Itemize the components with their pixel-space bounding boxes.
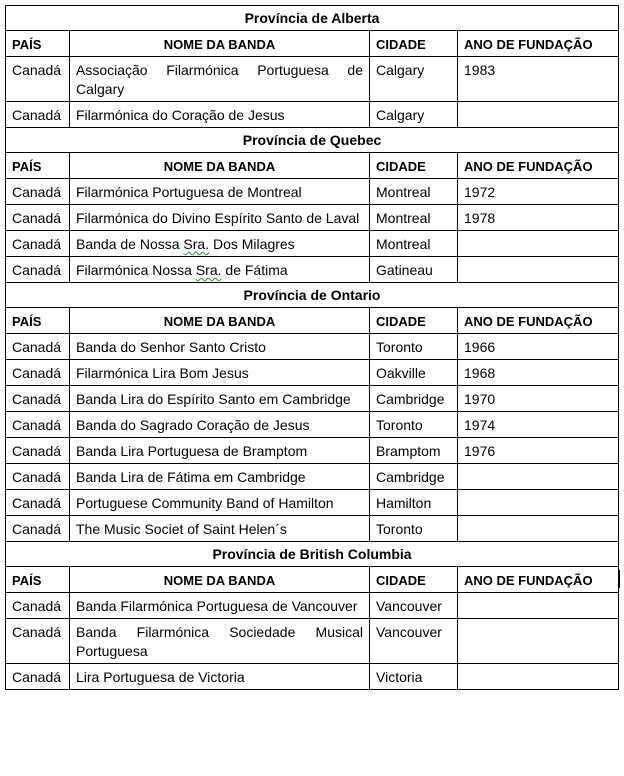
band-name-cell: Banda Filarmónica Sociedade Musical Portuguesa bbox=[70, 619, 370, 664]
column-header-row bbox=[6, 567, 619, 593]
city-cell: Toronto bbox=[370, 516, 458, 542]
header-band-name: NOME DA BANDA bbox=[70, 31, 370, 57]
header-city: CIDADE bbox=[370, 31, 458, 57]
band-name-cell: Filarmónica Portuguesa de Montreal bbox=[70, 179, 370, 205]
year-cell bbox=[458, 464, 619, 490]
bands-table-body bbox=[6, 6, 619, 690]
band-name-cell: Filarmónica Lira Bom Jesus bbox=[70, 360, 370, 386]
band-name-cell: Lira Portuguesa de Victoria bbox=[70, 664, 370, 690]
country-cell: Canadá bbox=[6, 619, 70, 664]
city-cell: Cambridge bbox=[370, 386, 458, 412]
province-title: Província de Ontario bbox=[6, 283, 619, 308]
spellcheck-underline: Sra. bbox=[183, 236, 210, 252]
table-row bbox=[6, 57, 619, 102]
city-cell: Hamilton bbox=[370, 490, 458, 516]
year-cell: 1966 bbox=[458, 334, 619, 360]
year-cell bbox=[458, 664, 619, 690]
header-band-name: NOME DA BANDA bbox=[70, 153, 370, 179]
band-name-cell: Portuguese Community Band of Hamilton bbox=[70, 490, 370, 516]
table-row bbox=[6, 664, 619, 690]
band-name-cell: Banda de Nossa Sra. Dos Milagres bbox=[70, 231, 370, 257]
header-country: PAÍS bbox=[6, 153, 70, 179]
header-year: ANO DE FUNDAÇÃO bbox=[458, 308, 619, 334]
table-row bbox=[6, 179, 619, 205]
header-band-name: NOME DA BANDA bbox=[70, 308, 370, 334]
year-cell: 1978 bbox=[458, 205, 619, 231]
table-row bbox=[6, 360, 619, 386]
city-cell: Calgary bbox=[370, 102, 458, 128]
header-country: PAÍS bbox=[6, 308, 70, 334]
band-name-cell: Banda Filarmónica Portuguesa de Vancouver bbox=[70, 593, 370, 619]
year-cell: 1968 bbox=[458, 360, 619, 386]
band-name-cell: Banda Lira de Fátima em Cambridge bbox=[70, 464, 370, 490]
country-cell: Canadá bbox=[6, 412, 70, 438]
province-title-row bbox=[6, 542, 619, 567]
header-country: PAÍS bbox=[6, 567, 70, 593]
band-name-cell: Banda do Senhor Santo Cristo bbox=[70, 334, 370, 360]
table-row bbox=[6, 412, 619, 438]
table-row bbox=[6, 490, 619, 516]
city-cell: Bramptom bbox=[370, 438, 458, 464]
city-cell: Gatineau bbox=[370, 257, 458, 283]
bands-table bbox=[5, 5, 619, 690]
city-cell: Cambridge bbox=[370, 464, 458, 490]
band-name-cell: Filarmónica do Coração de Jesus bbox=[70, 102, 370, 128]
city-cell: Oakville bbox=[370, 360, 458, 386]
band-name-cell: The Music Societ of Saint Helen´s bbox=[70, 516, 370, 542]
city-cell: Montreal bbox=[370, 231, 458, 257]
table-row bbox=[6, 619, 619, 664]
band-name-cell: Banda Lira Portuguesa de Bramptom bbox=[70, 438, 370, 464]
year-cell bbox=[458, 257, 619, 283]
country-cell: Canadá bbox=[6, 664, 70, 690]
column-header-row bbox=[6, 308, 619, 334]
header-year: ANO DE FUNDAÇÃO bbox=[458, 153, 619, 179]
band-name-cell: Associação Filarmónica Portuguesa de Calgary bbox=[70, 57, 370, 102]
year-cell: 1970 bbox=[458, 386, 619, 412]
table-row bbox=[6, 438, 619, 464]
table-row bbox=[6, 386, 619, 412]
header-year: ANO DE FUNDAÇÃO bbox=[458, 567, 619, 593]
text-cursor bbox=[619, 570, 620, 588]
province-title: Província de British Columbia bbox=[6, 542, 619, 567]
header-city: CIDADE bbox=[370, 153, 458, 179]
country-cell: Canadá bbox=[6, 464, 70, 490]
country-cell: Canadá bbox=[6, 516, 70, 542]
province-title: Província de Alberta bbox=[6, 6, 619, 31]
province-title: Província de Quebec bbox=[6, 128, 619, 153]
country-cell: Canadá bbox=[6, 386, 70, 412]
country-cell: Canadá bbox=[6, 231, 70, 257]
header-city: CIDADE bbox=[370, 308, 458, 334]
header-city: CIDADE bbox=[370, 567, 458, 593]
band-name-cell: Filarmónica do Divino Espírito Santo de Laval bbox=[70, 205, 370, 231]
year-cell bbox=[458, 619, 619, 664]
year-cell: 1983 bbox=[458, 57, 619, 102]
city-cell: Montreal bbox=[370, 205, 458, 231]
city-cell: Vancouver bbox=[370, 619, 458, 664]
year-cell: 1976 bbox=[458, 438, 619, 464]
year-cell: 1974 bbox=[458, 412, 619, 438]
column-header-row bbox=[6, 153, 619, 179]
table-row bbox=[6, 102, 619, 128]
city-cell: Victoria bbox=[370, 664, 458, 690]
header-country: PAÍS bbox=[6, 31, 70, 57]
country-cell: Canadá bbox=[6, 490, 70, 516]
city-cell: Toronto bbox=[370, 334, 458, 360]
country-cell: Canadá bbox=[6, 257, 70, 283]
country-cell: Canadá bbox=[6, 179, 70, 205]
table-row bbox=[6, 231, 619, 257]
city-cell: Calgary bbox=[370, 57, 458, 102]
table-row bbox=[6, 593, 619, 619]
table-row bbox=[6, 516, 619, 542]
country-cell: Canadá bbox=[6, 334, 70, 360]
year-cell bbox=[458, 516, 619, 542]
band-name-cell: Filarmónica Nossa Sra. de Fátima bbox=[70, 257, 370, 283]
city-cell: Vancouver bbox=[370, 593, 458, 619]
province-title-row bbox=[6, 283, 619, 308]
table-row bbox=[6, 205, 619, 231]
header-band-name: NOME DA BANDA bbox=[70, 567, 370, 593]
year-cell bbox=[458, 231, 619, 257]
column-header-row bbox=[6, 31, 619, 57]
table-row bbox=[6, 464, 619, 490]
table-row bbox=[6, 334, 619, 360]
year-cell bbox=[458, 490, 619, 516]
country-cell: Canadá bbox=[6, 205, 70, 231]
spellcheck-underline: Sra. bbox=[195, 262, 222, 278]
country-cell: Canadá bbox=[6, 102, 70, 128]
header-year: ANO DE FUNDAÇÃO bbox=[458, 31, 619, 57]
country-cell: Canadá bbox=[6, 593, 70, 619]
band-name-cell: Banda do Sagrado Coração de Jesus bbox=[70, 412, 370, 438]
year-cell bbox=[458, 102, 619, 128]
city-cell: Toronto bbox=[370, 412, 458, 438]
table-row bbox=[6, 257, 619, 283]
country-cell: Canadá bbox=[6, 360, 70, 386]
country-cell: Canadá bbox=[6, 438, 70, 464]
band-name-cell: Banda Lira do Espírito Santo em Cambridge bbox=[70, 386, 370, 412]
province-title-row bbox=[6, 128, 619, 153]
year-cell bbox=[458, 593, 619, 619]
city-cell: Montreal bbox=[370, 179, 458, 205]
country-cell: Canadá bbox=[6, 57, 70, 102]
year-cell: 1972 bbox=[458, 179, 619, 205]
province-title-row bbox=[6, 6, 619, 31]
